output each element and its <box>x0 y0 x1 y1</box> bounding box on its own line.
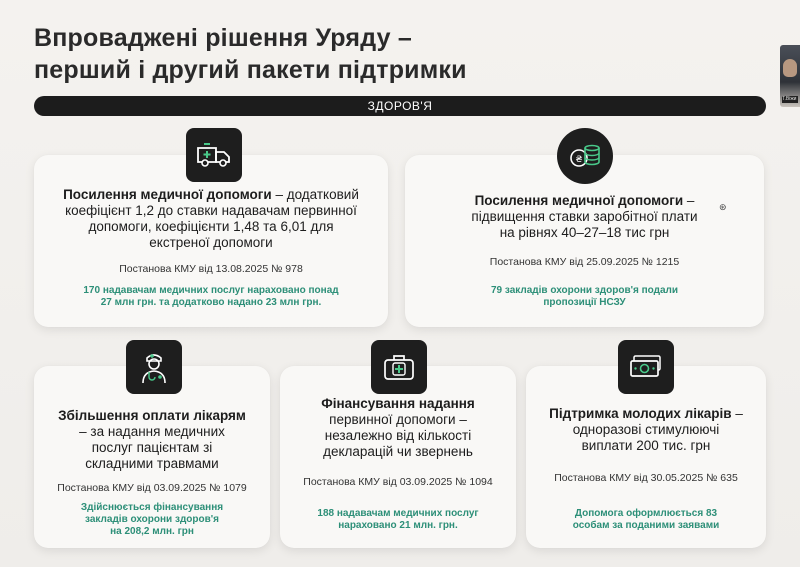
card-heading-bold: Фінансування надання <box>321 396 475 411</box>
decree-reference: Постанова КМУ від 03.09.2025 № 1094 <box>303 476 493 488</box>
card-heading-text: виплати 200 тис. грн <box>581 438 711 453</box>
doctor-icon <box>126 340 182 394</box>
card-heading-text: екстреної допомоги <box>149 235 273 250</box>
card-heading <box>532 406 760 454</box>
card-heading-text: коефіцієнт 1,2 до ставки надавачам первинної <box>65 203 357 218</box>
result-line: особам за поданими заявами <box>572 520 720 531</box>
result-line: 27 млн грн. та додатково надано 23 млн грн. <box>100 297 322 308</box>
medical-kit-icon <box>371 340 427 394</box>
card-heading-text: декларацій чи звернень <box>323 444 473 459</box>
card-heading-text: допомоги, коефіцієнти 1,48 та 6,01 для <box>88 219 334 234</box>
card-heading <box>288 396 508 460</box>
card-heading-text: на рівнях 40–27–18 тис грн <box>499 225 670 240</box>
card-heading-text: послуг пацієнтам зі <box>91 440 213 455</box>
card-heading-text: незалежно від кількості <box>324 428 472 443</box>
decree-reference: Постанова КМУ від 30.05.2025 № 635 <box>554 472 738 484</box>
card-heading-bold: Підтримка молодих лікарів <box>549 406 732 421</box>
result-line: пропозиції НСЗУ <box>543 297 626 308</box>
card-heading-bold: Збільшення оплати лікарям <box>58 408 246 423</box>
page-title <box>34 22 467 86</box>
card-heading <box>44 187 378 251</box>
ambulance-icon <box>186 128 242 182</box>
card-heading-bold: Посилення медичної допомоги <box>474 193 684 208</box>
result-text <box>288 508 508 532</box>
card-heading-bold: Посилення медичної допомоги <box>63 187 272 202</box>
decree-reference: Постанова КМУ від 03.09.2025 № 1079 <box>57 482 247 494</box>
result-line: нараховано 21 млн. грн. <box>338 520 458 531</box>
result-text <box>415 285 754 309</box>
result-line: 79 закладів охорони здоров'я подали <box>490 285 679 296</box>
coins-icon <box>557 128 613 184</box>
card-heading-text: одноразові стимулюючі <box>572 422 720 437</box>
decree-reference: Постанова КМУ від 25.09.2025 № 1215 <box>489 256 680 268</box>
card-heading-text: – за надання медичних <box>79 424 225 439</box>
card-heading <box>415 193 754 241</box>
result-text <box>44 285 378 309</box>
result-text <box>42 502 262 538</box>
section-banner: ЗДОРОВ'Я <box>34 96 766 116</box>
small-decorative-icon: ⊛ <box>719 202 727 212</box>
card-heading <box>42 408 262 472</box>
result-line: 170 надавачам медичних послуг нараховано понад <box>83 285 339 296</box>
result-text <box>534 508 758 532</box>
card-heading-text: первинної допомоги – <box>329 412 467 427</box>
title-line-2: перший і другий пакети підтримки <box>34 56 467 84</box>
result-line: на 208,2 млн. грн <box>110 526 194 537</box>
result-line: 188 надавачам медичних послуг <box>317 508 479 519</box>
participant-name-tag: Т.Віжи <box>782 96 797 102</box>
svg-text:₴: ₴ <box>575 155 583 165</box>
banknotes-icon <box>618 340 674 394</box>
participant-face <box>783 59 797 77</box>
card-heading-text: підвищення ставки заробітної плати <box>471 209 698 224</box>
result-line: Здійснюється фінансування <box>80 502 224 513</box>
result-line: Допомога оформлюється 83 <box>574 508 718 519</box>
card-heading-text: – <box>683 193 695 208</box>
card-heading-text: – додатковий <box>271 187 359 202</box>
title-line-1: Впроваджені рішення Уряду – <box>34 24 412 52</box>
decree-reference: Постанова КМУ від 13.08.2025 № 978 <box>119 263 303 275</box>
result-line: закладів охорони здоров'я <box>85 514 219 525</box>
video-participant-thumbnail[interactable] <box>780 45 800 107</box>
card-heading-text: – <box>731 406 743 421</box>
card-heading-text: складними травмами <box>85 456 219 471</box>
